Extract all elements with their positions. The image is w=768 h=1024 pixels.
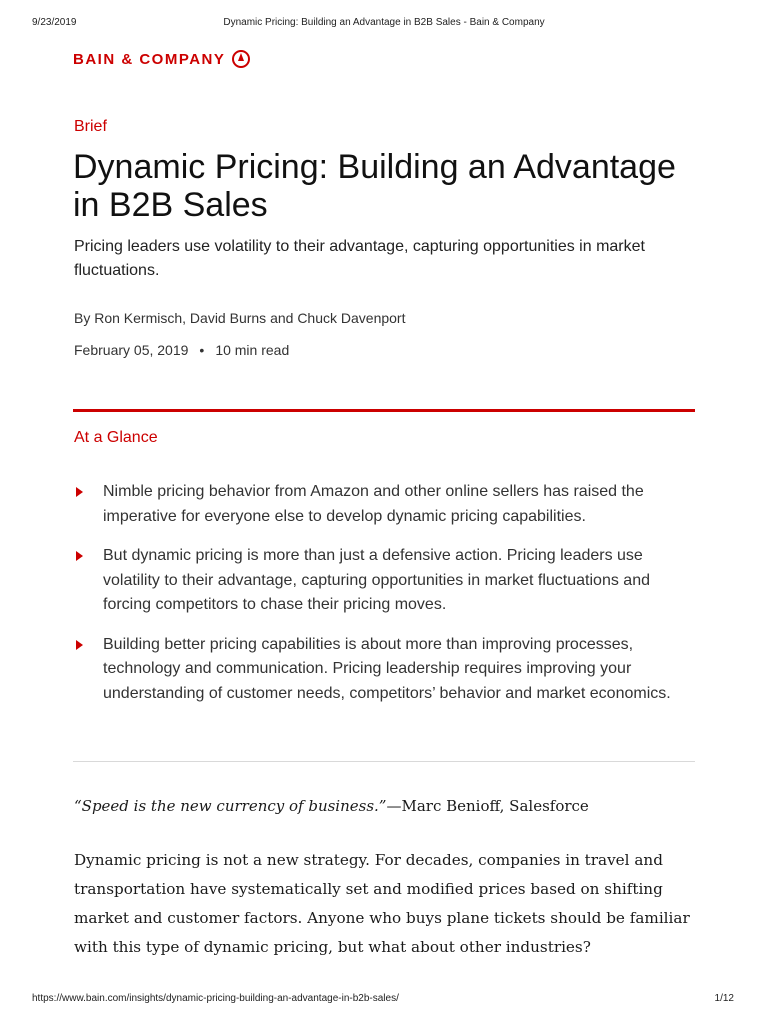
body-paragraph: Dynamic pricing is not a new strategy. For decades, companies in travel and transportation have systematically set and modified prices based on shifting market and customer factors. Anyone who buys plane tickets should be familiar with this type of dynamic pricing, but what about other industries? xyxy=(74,851,690,956)
page-number: 1/12 xyxy=(714,993,734,1004)
bullet-arrow-icon xyxy=(76,487,83,497)
print-url[interactable]: https://www.bain.com/insights/dynamic-pricing-building-an-advantage-in-b2b-sales/ xyxy=(32,993,399,1004)
bullet-arrow-icon xyxy=(76,640,83,650)
bullet-arrow-icon xyxy=(76,551,83,561)
section-divider-grey xyxy=(73,761,695,762)
read-time: 10 min read xyxy=(215,342,290,358)
list-item xyxy=(74,544,694,618)
bain-logo[interactable] xyxy=(73,48,251,70)
at-a-glance-heading: At a Glance xyxy=(74,429,158,446)
article-title: Dynamic Pricing: Building an Advantage in B2B Sales xyxy=(73,148,676,224)
pull-quote xyxy=(74,797,589,815)
print-page-title: Dynamic Pricing: Building an Advantage in B2B Sales - Bain & Company xyxy=(223,17,545,28)
article-byline: By Ron Kermisch, David Burns and Chuck Davenport xyxy=(74,310,406,326)
list-item-text: Nimble pricing behavior from Amazon and other online sellers has raised the imperative for everyone else to develop dynamic pricing capabilities. xyxy=(103,483,644,525)
article-subtitle: Pricing leaders use volatility to their advantage, capturing opportunities in market fluctuations. xyxy=(74,238,645,279)
meta-separator: • xyxy=(199,342,205,358)
list-item-text: Building better pricing capabilities is about more than improving processes, technology and communication. Pricing leadership requires improving your understanding of customer needs, competitors’ behavior and market economics. xyxy=(103,635,671,702)
section-divider-red xyxy=(73,409,695,412)
list-item-text: But dynamic pricing is more than just a defensive action. Pricing leaders use volatility to their advantage, capturing opportunities in market fluctuations and forcing competitors to chase their pricing moves. xyxy=(103,547,650,613)
logo-wordmark: BAIN & COMPANY xyxy=(73,50,226,68)
print-header xyxy=(0,17,768,33)
glance-list xyxy=(74,480,694,721)
article-category[interactable]: Brief xyxy=(74,118,107,135)
article-meta xyxy=(74,342,289,358)
print-date: 9/23/2019 xyxy=(32,17,77,28)
publish-date: February 05, 2019 xyxy=(74,342,189,358)
list-item xyxy=(74,633,694,707)
bain-compass-icon xyxy=(231,49,251,69)
quote-text: “Speed is the new currency of business.” xyxy=(74,797,387,815)
quote-attribution: —Marc Benioff, Salesforce xyxy=(386,797,589,815)
list-item xyxy=(74,480,694,529)
